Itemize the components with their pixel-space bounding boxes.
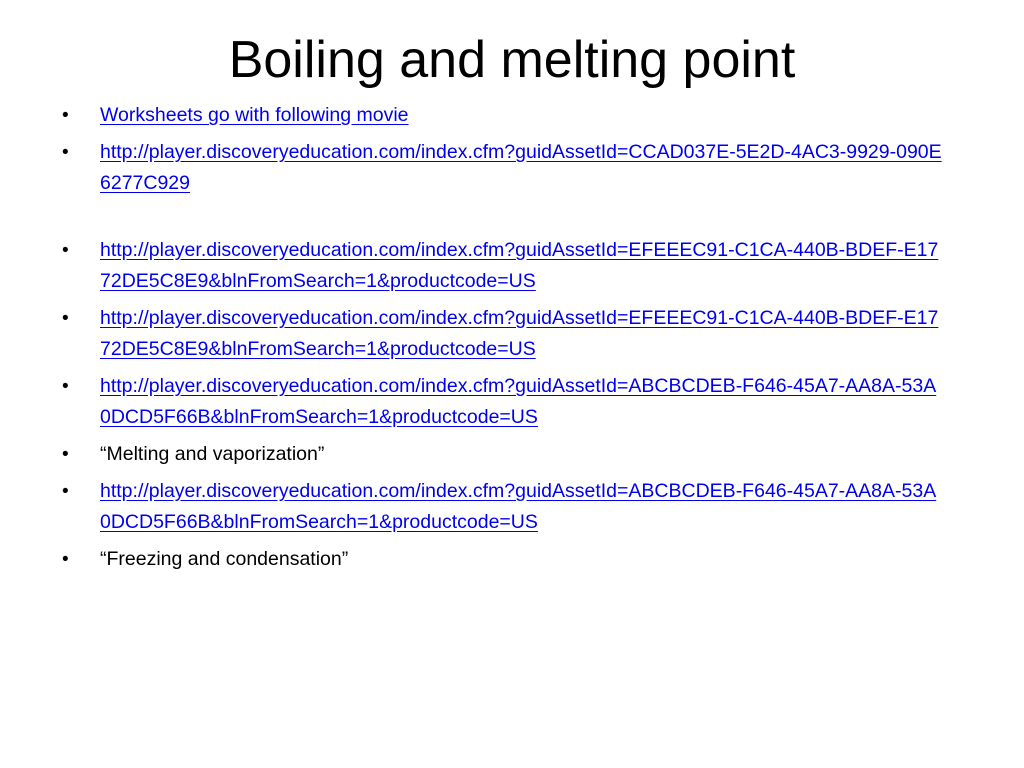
worksheets-link[interactable]: Worksheets go with following movie xyxy=(100,104,409,126)
list-item xyxy=(62,476,942,538)
bullet-icon: • xyxy=(62,105,69,126)
video-link[interactable]: http://player.discoveryeducation.com/index.cfm?guidAssetId=ABCBCDEB-F646-45A7-AA8A-53A0DCD5F66B&blnFromSearch=1&productcode=US xyxy=(100,375,937,428)
list-item xyxy=(62,544,942,575)
video-caption: “Freezing and condensation” xyxy=(100,548,349,570)
bullet-icon: • xyxy=(62,240,69,261)
slide-title: Boiling and melting point xyxy=(228,31,796,89)
video-link[interactable]: http://player.discoveryeducation.com/index.cfm?guidAssetId=EFEEEC91-C1CA-440B-BDEF-E1772DE5C8E9&blnFromSearch=1&productcode=US xyxy=(100,307,939,360)
video-link[interactable]: http://player.discoveryeducation.com/index.cfm?guidAssetId=CCAD037E-5E2D-4AC3-9929-090E6277C929 xyxy=(100,141,942,194)
list-item xyxy=(62,235,942,297)
bullet-icon: • xyxy=(62,308,69,329)
video-caption: “Melting and vaporization” xyxy=(100,443,325,465)
video-link[interactable]: http://player.discoveryeducation.com/index.cfm?guidAssetId=EFEEEC91-C1CA-440B-BDEF-E1772DE5C8E9&blnFromSearch=1&productcode=US xyxy=(100,239,939,292)
bullet-list xyxy=(62,100,942,581)
list-item xyxy=(62,439,942,470)
bullet-icon: • xyxy=(62,444,69,465)
bullet-icon: • xyxy=(62,481,69,502)
bullet-icon: • xyxy=(62,142,69,163)
bullet-icon: • xyxy=(62,376,69,397)
list-item xyxy=(62,303,942,365)
video-link[interactable]: http://player.discoveryeducation.com/index.cfm?guidAssetId=ABCBCDEB-F646-45A7-AA8A-53A0DCD5F66B&blnFromSearch=1&productcode=US xyxy=(100,480,937,533)
list-item xyxy=(62,137,942,199)
bullet-icon: • xyxy=(62,549,69,570)
list-item xyxy=(62,100,942,131)
list-item xyxy=(62,371,942,433)
